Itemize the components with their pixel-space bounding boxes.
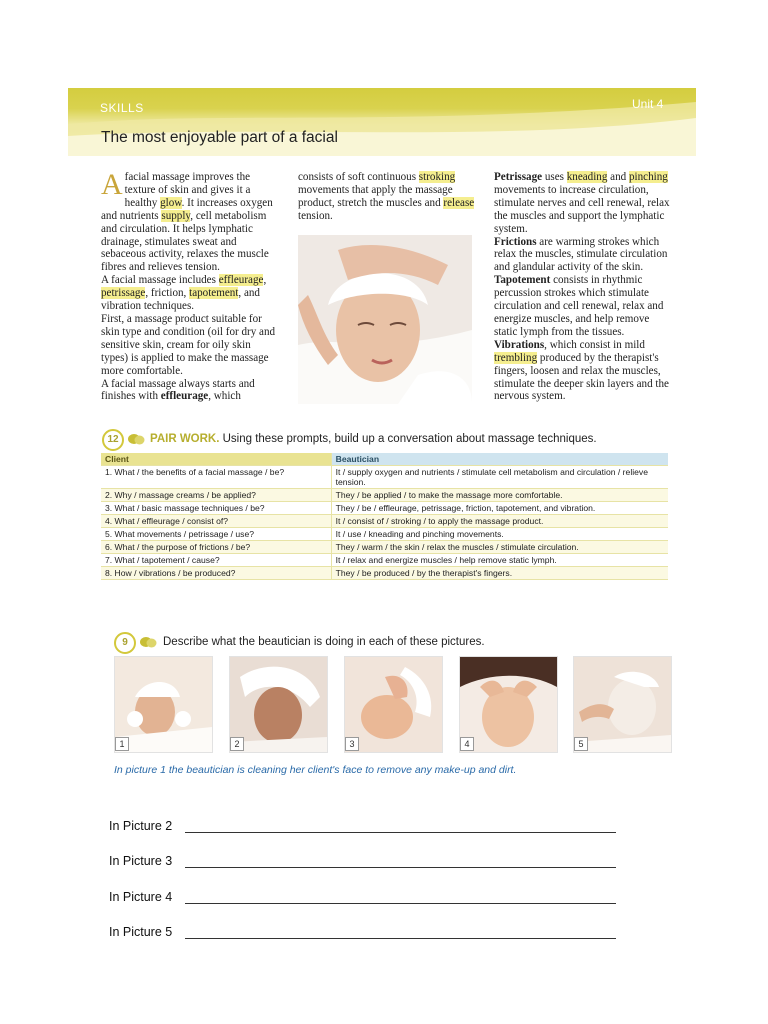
text-run: , which [208, 390, 241, 403]
highlight-tapotement: tapotement [189, 287, 239, 300]
answer-label-5: In Picture 5 [109, 925, 173, 939]
paragraph-product: First, a massage product suitable for skin type and condition (oil for dry and sensitive skin, cream for oily skin types) is applied to make the massage more comfortable. [101, 312, 276, 377]
paragraph-petrissage [494, 171, 674, 236]
table-row [101, 541, 668, 554]
exercise-9-instruction: Describe what the beautician is doing in each of these pictures. [163, 636, 485, 648]
answer-line-2[interactable] [185, 832, 616, 833]
client-prompt: 6. What / the purpose of frictions / be? [101, 541, 331, 554]
pair-work-table [101, 453, 668, 580]
answer-line-5[interactable] [185, 938, 616, 939]
table-row [101, 502, 668, 515]
highlight-trembling: trembling [494, 351, 538, 364]
term-petrissage: Petrissage [494, 171, 543, 183]
drop-cap: A [101, 168, 123, 201]
bold-effleurage: effleurage [160, 390, 209, 403]
text-run: A facial massage includes [101, 274, 219, 287]
table-row [101, 489, 668, 502]
term-vibrations: Vibrations [494, 338, 545, 351]
header-client: Client [101, 453, 331, 466]
example-answer: In picture 1 the beautician is cleaning her client's face to remove any make-up and dirt. [114, 764, 517, 776]
beautician-prompt: It / consist of / stroking / to apply the massage product. [331, 515, 668, 528]
answer-label-2: In Picture 2 [109, 819, 173, 833]
exercise-9-badge: 9 [114, 632, 136, 654]
table-row [101, 515, 668, 528]
highlight-pinching: pinching [628, 171, 668, 183]
instruction-text: Using these prompts, build up a conversation about massage techniques. [219, 433, 597, 445]
beautician-prompt: It / supply oxygen and nutrients / stimulate cell metabolism and circulation / relieve tension. [331, 466, 668, 489]
term-tapotement: Tapotement [494, 274, 551, 287]
highlight-supply: supply [161, 209, 191, 222]
paragraph-effleurage [298, 171, 478, 223]
table-row [101, 528, 668, 541]
paragraph-frictions [494, 236, 674, 275]
text-run: consists in rhythmic percussion strokes which stimulate circulation and cell renewal, relax and energize muscles, and help remove static lymph from the tissues. [494, 274, 664, 338]
highlight-petrissage: petrissage [101, 287, 146, 300]
answer-label-4: In Picture 4 [109, 890, 173, 904]
answer-label-3: In Picture 3 [109, 854, 173, 868]
client-prompt: 5. What movements / petrissage / use? [101, 528, 331, 541]
client-prompt: 4. What / effleurage / consist of? [101, 515, 331, 528]
text-run: are warming strokes which relax the muscles, stimulate circulation and glandular activity of the skin. [494, 235, 668, 274]
client-prompt: 8. How / vibrations / be produced? [101, 567, 331, 580]
paragraph-start [101, 378, 279, 404]
text-run: produced by the therapist's fingers, loosen and relax the muscles, stimulate the deeper skin layers and the nervous system. [494, 351, 669, 403]
header-beautician: Beautician [331, 453, 668, 466]
text-run: , and vibration techniques. [101, 287, 260, 313]
answer-line-4[interactable] [185, 903, 616, 904]
text-column-3 [494, 171, 674, 403]
paragraph-tapotement [494, 274, 674, 339]
speech-bubbles-icon [140, 636, 157, 649]
text-column-2 [298, 171, 478, 223]
picture-4-number: 4 [460, 737, 474, 751]
beautician-prompt: They / be produced / by the therapist's fingers. [331, 567, 668, 580]
text-run: , which consist in mild [544, 338, 645, 351]
picture-5-number: 5 [574, 737, 588, 751]
client-prompt: 2. Why / massage creams / be applied? [101, 489, 331, 502]
client-prompt: 7. What / tapotement / cause? [101, 554, 331, 567]
page-title: The most enjoyable part of a facial [101, 129, 338, 146]
exercise-12-badge: 12 [102, 429, 124, 451]
picture-3-number: 3 [345, 737, 359, 751]
text-column-1 [101, 168, 279, 403]
picture-1-number: 1 [115, 737, 129, 751]
beautician-prompt: They / be / effleurage, petrissage, friction, tapotement, and vibration. [331, 502, 668, 515]
highlight-stroking: stroking [418, 171, 456, 183]
text-run: facial massage improves the texture of skin and gives it a healthy [124, 171, 251, 209]
paragraph-vibrations [494, 339, 674, 404]
speech-bubbles-icon [128, 433, 145, 446]
text-run: movements that apply the massage product, stretch the muscles and [298, 183, 453, 209]
text-run: , friction, [145, 287, 190, 300]
paragraph-intro [101, 168, 279, 274]
paragraph-techniques [101, 274, 279, 313]
client-prompt: 1. What / the benefits of a facial massage / be? [101, 466, 331, 489]
text-run: tension. [298, 209, 333, 222]
table-row [101, 554, 668, 567]
beautician-prompt: They / be applied / to make the massage more comfortable. [331, 489, 668, 502]
text-run: and [607, 171, 629, 183]
unit-label: Unit 4 [632, 97, 664, 111]
client-prompt: 3. What / basic massage techniques / be? [101, 502, 331, 515]
highlight-effleurage: effleurage [218, 274, 264, 287]
text-run: , cell metabolism and circulation. It helps lymphatic drainage, stimulates sweat and sebaceous activity, relaxes the muscle fibres and relieves tension. [101, 209, 269, 274]
text-run: uses [542, 171, 567, 183]
text-run: consists of soft continuous [298, 171, 419, 183]
highlight-glow: glow [160, 196, 182, 209]
highlight-release: release [443, 196, 475, 209]
exercise-12-instruction [150, 433, 597, 445]
pair-work-label: PAIR WORK. [150, 433, 220, 445]
table-header-row [101, 453, 668, 466]
text-run: . It increases oxygen and nutrients [101, 196, 273, 222]
beautician-prompt: They / warm / the skin / relax the muscles / stimulate circulation. [331, 541, 668, 554]
beautician-prompt: It / use / kneading and pinching movements. [331, 528, 668, 541]
answer-line-3[interactable] [185, 867, 616, 868]
beautician-prompt: It / relax and energize muscles / help remove static lymph. [331, 554, 668, 567]
text-run: , [263, 274, 267, 287]
section-label: SKILLS [100, 101, 144, 115]
table-row [101, 466, 668, 489]
table-row [101, 567, 668, 580]
term-frictions: Frictions [494, 235, 537, 248]
text-run: movements to increase circulation, stimulate nerves and cell renewal, relax the muscles and support the lymphatic system. [494, 183, 670, 235]
text-run: A facial massage always starts and finishes with [101, 377, 255, 403]
highlight-kneading: kneading [566, 171, 608, 183]
picture-2-number: 2 [230, 737, 244, 751]
facial-massage-photo [298, 235, 472, 404]
